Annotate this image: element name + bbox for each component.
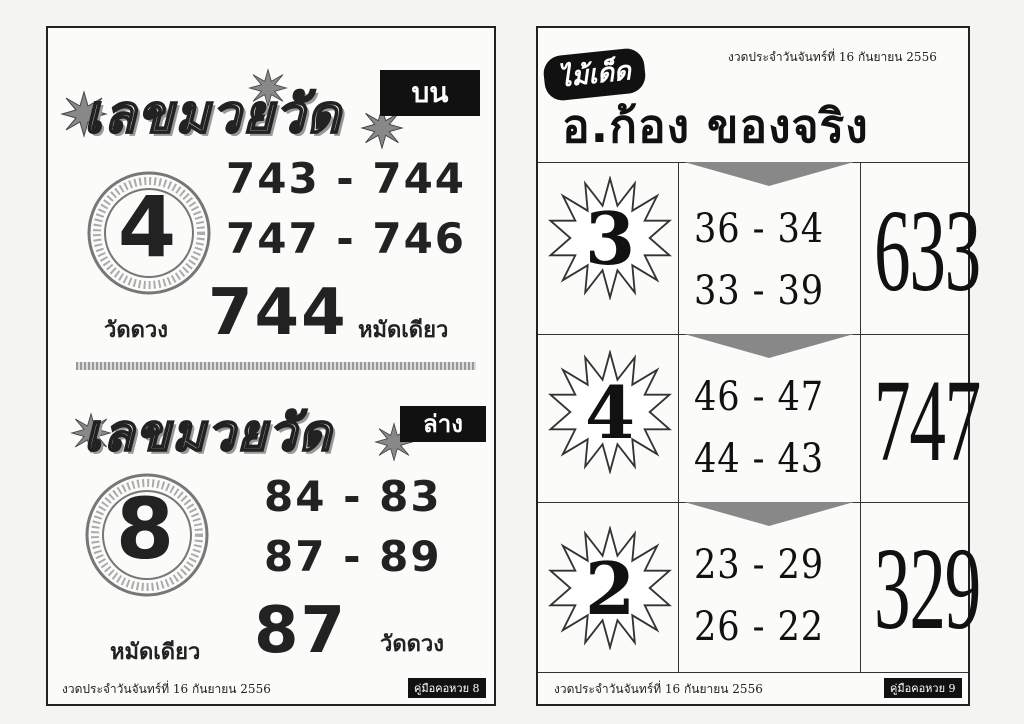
top-digit: 4 xyxy=(117,178,179,276)
grid-line xyxy=(538,672,968,673)
row-3-big-number: 329 xyxy=(874,523,981,654)
row-3-pair-2: 26 - 22 xyxy=(694,604,825,650)
bottom-main-number: 87 xyxy=(254,594,348,668)
left-page xyxy=(46,26,496,706)
top-main-number: 744 xyxy=(208,276,348,350)
row-1-big-number: 633 xyxy=(874,185,981,316)
row-2-digit: 4 xyxy=(584,370,636,455)
right-page xyxy=(536,26,981,706)
down-arrow-icon xyxy=(684,334,854,360)
bottom-left-label: หมัดเดียว xyxy=(110,640,201,665)
row-1-pair-2: 33 - 39 xyxy=(694,268,825,314)
row-3-digit: 2 xyxy=(584,546,636,631)
section-divider xyxy=(76,362,476,370)
left-footer-date: งวดประจำวันจันทร์ที่ 16 กันยายน 2556 xyxy=(62,682,271,696)
row-3-pair-1: 23 - 29 xyxy=(694,542,825,588)
bottom-section-title: เลขมวยวัด xyxy=(84,404,333,462)
bottom-digit: 8 xyxy=(115,480,177,578)
top-section-tag: บน xyxy=(380,70,480,116)
row-2-pair-1: 46 - 47 xyxy=(694,374,825,420)
left-page-tag: คู่มือคอหวย 8 xyxy=(408,678,486,698)
bottom-pair-2: 87 - 89 xyxy=(264,532,442,581)
top-right-label: หมัดเดียว xyxy=(358,318,449,343)
bottom-right-label: วัดดวง xyxy=(380,632,445,657)
grid-line xyxy=(860,162,861,672)
row-2-big-number: 747 xyxy=(874,355,981,486)
top-pair-2: 747 - 746 xyxy=(226,214,467,263)
bottom-section-tag: ล่าง xyxy=(400,406,486,442)
top-left-label: วัดดวง xyxy=(104,318,169,343)
down-arrow-icon xyxy=(684,502,854,528)
right-page-tag: คู่มือคอหวย 9 xyxy=(884,678,962,698)
row-1-pair-1: 36 - 34 xyxy=(694,206,825,252)
right-page-title: อ.ก้อง ของจริง xyxy=(562,99,869,153)
bottom-pair-1: 84 - 83 xyxy=(264,472,442,521)
top-section-title: เลขมวยวัด xyxy=(84,85,343,145)
top-pair-1: 743 - 744 xyxy=(226,154,467,203)
highlight-badge: ไม้เด็ด xyxy=(542,47,647,102)
right-footer-date: งวดประจำวันจันทร์ที่ 16 กันยายน 2556 xyxy=(554,682,763,696)
down-arrow-icon xyxy=(684,162,854,188)
row-1-digit: 3 xyxy=(584,196,636,281)
right-header-date: งวดประจำวันจันทร์ที่ 16 กันยายน 2556 xyxy=(728,50,937,64)
grid-line xyxy=(678,162,679,672)
row-2-pair-2: 44 - 43 xyxy=(694,436,825,482)
